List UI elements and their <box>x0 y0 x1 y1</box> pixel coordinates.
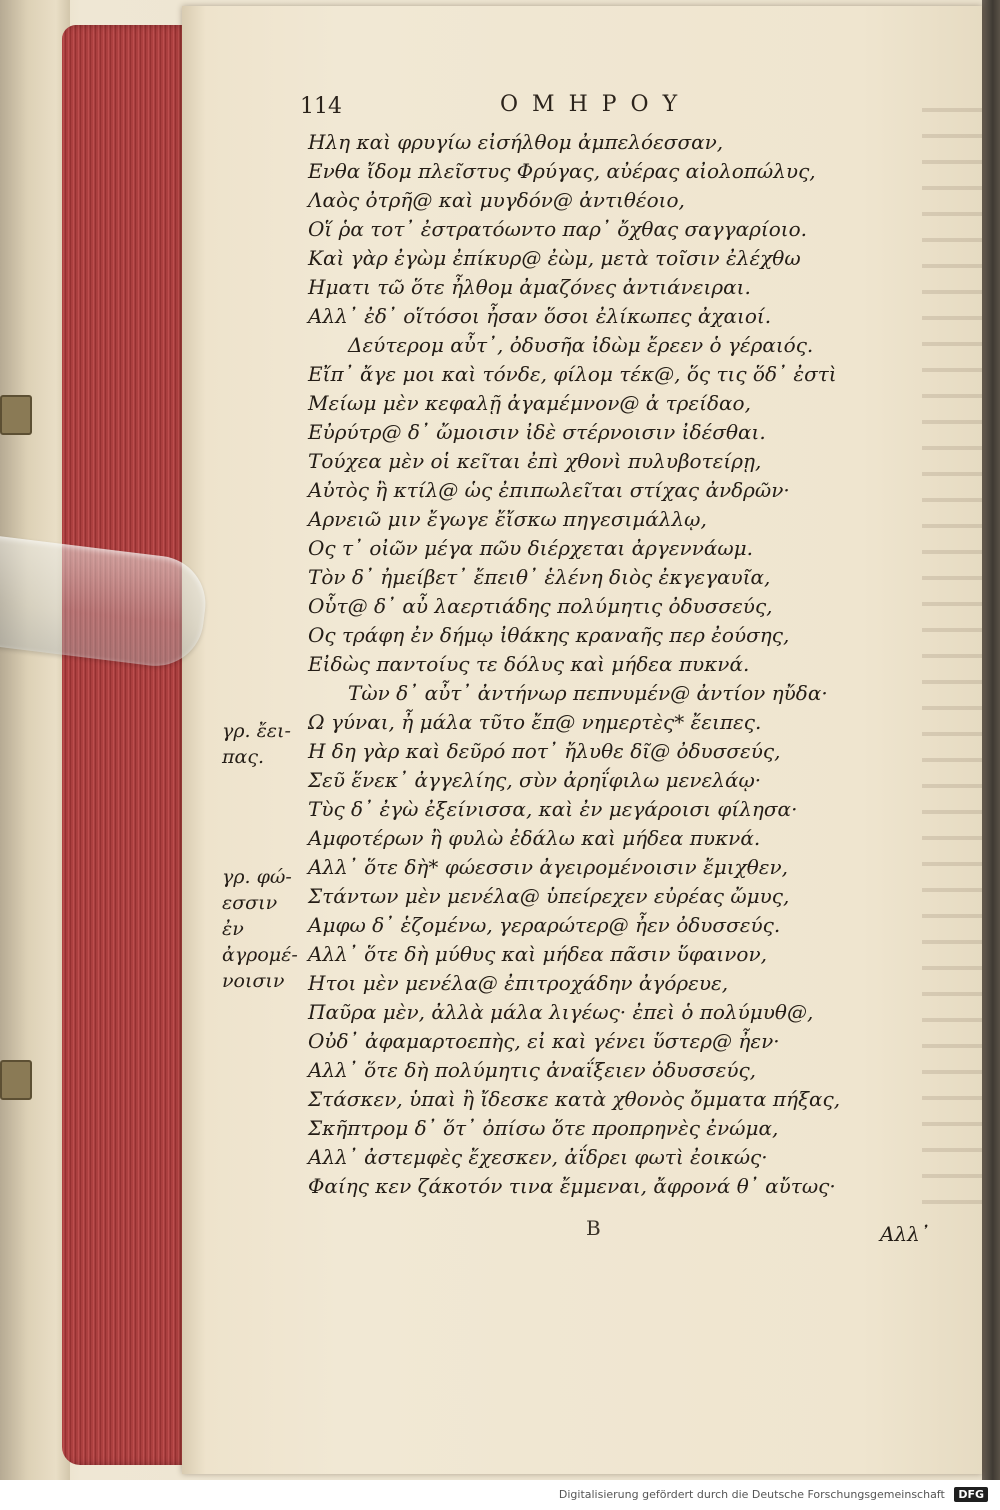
verse-line: Σεῦ ἕνεκ᾽ ἀγγελίης, σὺν ἀρηΐφιλω μενελάῳ· <box>308 768 762 792</box>
running-head: ΟΜΗΡΟΥ <box>500 92 692 117</box>
verse-line: Αλλ᾽ ὅτε δὴ* φώεσσιν ἀγειρομένοισιν ἔμιχθεν, <box>308 855 789 879</box>
margin-note-line: ἀγρομέ- <box>222 944 298 966</box>
margin-note-line: γρ. ἔει- <box>222 720 291 742</box>
verse-line: Η δη γὰρ καὶ δεῦρό ποτ᾽ ἤλυθε δῖ@ ὀδυσσεύς, <box>308 739 781 763</box>
verse-line: Αρνειῶ μιν ἔγωγε ἔἴσκω πηγεσιμάλλῳ, <box>308 507 707 531</box>
footer-credit-text: Digitalisierung gefördert durch die Deutsche Forschungsgemeinschaft <box>558 1488 945 1501</box>
verse-line: Φαίης κεν ζάκοτόν τινα ἔμμεναι, ἄφρονά θ᾽ αὔτως· <box>308 1174 836 1198</box>
margin-note <box>222 718 302 770</box>
verse-line: Ηματι τῶ ὅτε ἦλθομ ἀμαζόνες ἀντιάνειραι. <box>308 275 751 299</box>
verse-line: Αλλ᾽ ὅτε δὴ πολύμητις ἀναΐξειεν ὀδυσσεύς, <box>308 1058 757 1082</box>
verse-line: Οὐδ᾽ ἀφαμαρτοεπὴς, εἰ καὶ γένει ὕστερ@ ἦεν· <box>308 1029 780 1053</box>
verse-line: Ω γύναι, ἦ μάλα τῦτο ἔπ@ νημερτὲς* ἔειπες. <box>308 710 762 734</box>
verse-line: Ητοι μὲν μενέλα@ ἐπιτροχάδην ἀγόρευε, <box>308 971 729 995</box>
verse-line: Εἰδὼς παντοίυς τε δόλυς καὶ μήδεα πυκνά. <box>308 652 750 676</box>
verse-line: Αλλ᾽ ἐδ᾽ οἵτόσοι ἦσαν ὅσοι ἐλίκωπες ἀχαιοί. <box>308 304 772 328</box>
margin-note <box>222 864 302 994</box>
verse-line: Αμφω δ᾽ ἑζομένω, γεραρώτερ@ ἦεν ὀδυσσεύς. <box>308 913 781 937</box>
verse-line: Εἴπ᾽ ἄγε μοι καὶ τόνδε, φίλομ τέκ@, ὅς τις ὅδ᾽ ἐστὶ <box>308 362 837 386</box>
page-header <box>300 90 900 126</box>
catchword: Αλλ᾽ <box>880 1222 930 1246</box>
verse-line: Στάσκεν, ὑπαὶ ἢ ἴδεσκε κατὰ χθονὸς ὄμματα πήξας, <box>308 1087 841 1111</box>
verse-line: Αλλ᾽ ὅτε δὴ μύθυς καὶ μήδεα πᾶσιν ὕφαινον, <box>308 942 767 966</box>
verse-line: Ηλη καὶ φρυγίω εἰσήλθομ ἀμπελόεσσαν, <box>308 130 724 154</box>
clasp-icon <box>0 1060 32 1100</box>
margin-note-line: γρ. φώ- <box>222 866 292 888</box>
verse-line: Ενθα ἴδομ πλεῖστυς Φρύγας, αὐέρας αἰολοπώλυς, <box>308 159 816 183</box>
verse-line: Δεύτερομ αὖτ᾽, ὀδυσῆα ἰδὼμ ἔρεεν ὁ γέραιός. <box>348 333 814 357</box>
book-cover-left <box>0 0 70 1480</box>
verse-line: Αμφοτέρων ἢ φυλὼ ἐδάλω καὶ μήδεα πυκνά. <box>308 826 761 850</box>
verse-line: Ος τράφη ἐν δήμῳ ἰθάκης κραναῆς περ ἐούσης, <box>308 623 790 647</box>
verse-line: Τὺς δ᾽ ἐγὼ ἐξείνισσα, καὶ ἐν μεγάροισι φίλησα· <box>308 797 798 821</box>
verse-line: Αλλ᾽ ἀστεμφὲς ἔχεσκεν, ἀΐδρει φωτὶ ἐοικώς· <box>308 1145 768 1169</box>
verse-line: Οἵ ῥα τοτ᾽ ἐστρατόωντο παρ᾽ ὄχθας σαγγαρίοιο. <box>308 217 807 241</box>
verse-line: Εὐρύτρ@ δ᾽ ὤμοισιν ἰδὲ στέρνοισιν ἰδέσθαι. <box>308 420 766 444</box>
signature-mark: B <box>586 1216 601 1240</box>
verse-line: Αὐτὸς ἢ κτίλ@ ὡς ἐπιπωλεῖται στίχας ἀνδρῶν· <box>308 478 790 502</box>
dfg-logo-icon: DFG <box>954 1487 988 1502</box>
verse-line: Παῦρα μὲν, ἀλλὰ μάλα λιγέως· ἐπεὶ ὁ πολύμυθ@, <box>308 1000 814 1024</box>
verse-line: Τούχεα μὲν οἱ κεῖται ἐπὶ χθονὶ πυλυβοτείρῃ, <box>308 449 762 473</box>
page-number: 114 <box>300 94 342 119</box>
verse-line: Λαὸς ὀτρῆ@ καὶ μυγδόν@ ἀντιθέοιο, <box>308 188 685 212</box>
verse-line: Καὶ γὰρ ἐγὼμ ἐπίκυρ@ ἐὼμ, μετὰ τοῖσιν ἐλέχθω <box>308 246 801 270</box>
verse-line: Στάντων μὲν μενέλα@ ὑπείρεχεν εὐρέας ὤμυς, <box>308 884 790 908</box>
verse-line: Σκῆπτρομ δ᾽ ὅτ᾽ ὀπίσω ὅτε προπρηνὲς ἐνώμα, <box>308 1116 779 1140</box>
margin-note-line: πας. <box>222 746 264 768</box>
footer-bar <box>0 1480 1000 1510</box>
verse-line: Τὸν δ᾽ ἠμείβετ᾽ ἔπειθ᾽ ἑλένη διὸς ἐκγεγαυῖα, <box>308 565 771 589</box>
page-edges-red <box>62 25 192 1465</box>
book-cover-right <box>982 0 1000 1480</box>
verse-line: Οὗτ@ δ᾽ αὖ λαερτιάδης πολύμητις ὀδυσσεύς, <box>308 594 773 618</box>
verse-line: Τὼν δ᾽ αὖτ᾽ ἀντήνωρ πεπνυμέν@ ἀντίον ηὔδα· <box>348 681 828 705</box>
show-through-text <box>922 86 982 1216</box>
margin-note-line: εσσιν ἐν <box>222 892 278 940</box>
margin-note-line: νοισιν <box>222 970 285 992</box>
verse-line: Ος τ᾽ οἰῶν μέγα πῶυ διέρχεται ἀργεννάωμ. <box>308 536 754 560</box>
footer-credit <box>559 1487 988 1502</box>
clasp-icon <box>0 395 32 435</box>
verse-line: Μείωμ μὲν κεφαλῇ ἀγαμέμνον@ ἀ τρείδαο, <box>308 391 751 415</box>
